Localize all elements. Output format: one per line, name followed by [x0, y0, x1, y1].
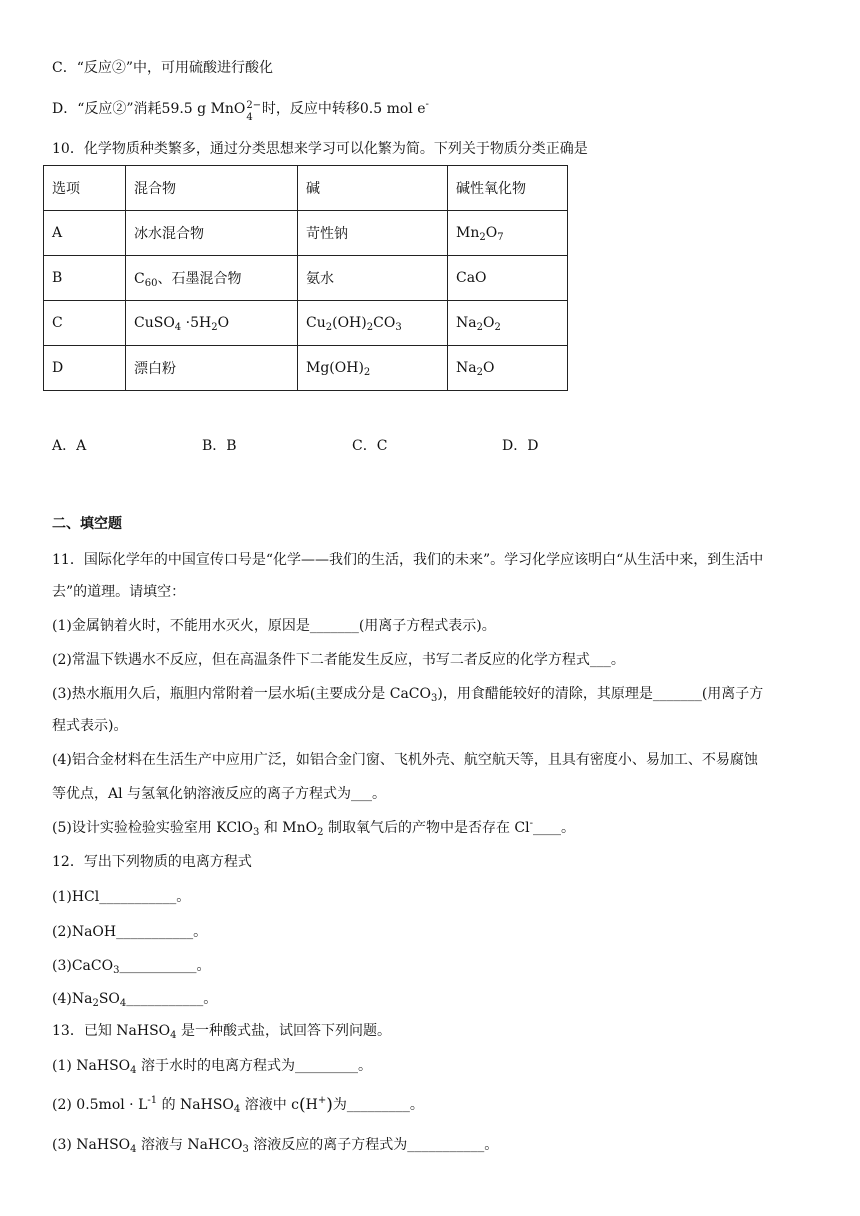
q9-option-d	[52, 99, 429, 123]
q11-stem-line2: 去”的道理。请填空：	[52, 584, 186, 600]
option-cell: C	[44, 301, 126, 346]
q13-part2-text3: 溶液中 c	[240, 1097, 300, 1113]
oxide-cell	[448, 211, 568, 256]
q11-part5-text4: ____。	[533, 820, 575, 836]
q13-part3-text3: 溶液反应的离子方程式为___________。	[248, 1137, 499, 1153]
classification-table	[43, 165, 568, 391]
q11-part4: (4)铝合金材料在生活生产中应用广泛，如铝合金门窗、飞机外壳、航空航天等，且具有密度小、易加工、不易腐蚀	[52, 752, 758, 768]
formula-sub: 3	[253, 827, 260, 838]
mno4-sup: 2−	[246, 100, 262, 111]
q9-option-d-text: D．“反应②”消耗59.5 g MnO	[52, 101, 246, 117]
q13-part2	[52, 1095, 424, 1115]
formula-part: CO	[373, 315, 396, 331]
q11-stem-line1: 11．国际化学年的中国宣传口号是“化学——我们的生活，我们的未来”。学习化学应该明白“从生活中来，到生活中	[52, 552, 764, 568]
q13-stem-text: 13．已知 NaHSO	[52, 1023, 171, 1039]
q11-part3-text2: )，用食醋能较好的清除，其原理是_______(用离子方	[437, 686, 764, 702]
formula-part: CuSO	[134, 315, 175, 331]
option-cell: D	[44, 346, 126, 391]
table-row	[44, 346, 568, 391]
open-paren: (	[299, 1095, 306, 1115]
header-cell: 混合物	[126, 166, 298, 211]
formula-sub: 2	[363, 367, 371, 378]
q12-part3	[52, 956, 210, 976]
base-cell	[298, 301, 448, 346]
q10-stem	[52, 139, 588, 159]
formula-part: Mn	[456, 225, 480, 241]
q11-part5-text2: 和 MnO	[259, 820, 318, 836]
q11-part5-text3: 制取氧气后的产物中是否存在 Cl	[323, 820, 530, 836]
q13-stem-text2: 是一种酸式盐，试回答下列问题。	[176, 1023, 391, 1039]
option-cell: B	[44, 256, 126, 301]
q11-part4-line2: 等优点，Al 与氢氧化钠溶液反应的离子方程式为___。	[52, 786, 387, 802]
q13-part3	[52, 1135, 498, 1155]
q10-stem-text: 10．化学物质种类繁多，通过分类思想来学习可以化繁为简。下列关于物质分类正确是	[52, 141, 588, 157]
formula-part: Mg(OH)	[306, 360, 364, 376]
choice-a: A．A	[52, 438, 87, 454]
oxide-cell: CaO	[448, 256, 568, 301]
q12-part1: (1)HCl___________。	[52, 889, 191, 905]
q13-part3-text2: 溶液与 NaHCO	[136, 1137, 243, 1153]
header-cell: 碱性氧化物	[448, 166, 568, 211]
q12-part4-blank: ___________。	[126, 991, 218, 1007]
choice-c: C．C	[352, 438, 388, 454]
q13-part2-text: (2) 0.5mol · L	[52, 1097, 148, 1113]
q11-part2: (2)常温下铁遇水不反应，但在高温条件下二者能发生反应，书写二者反应的化学方程式___。	[52, 652, 625, 668]
choice-d: D．D	[502, 438, 539, 454]
q13-part1-text2: 溶于水时的电离方程式为_________。	[136, 1058, 372, 1074]
formula-sub: 4	[130, 1065, 137, 1076]
formula-sub: 2	[479, 232, 486, 243]
q12-part2: (2)NaOH___________。	[52, 924, 208, 940]
q11-part5-text: (5)设计实验检验实验室用 KClO	[52, 820, 254, 836]
base-cell: 苛性钠	[298, 211, 448, 256]
formula-sub: 4	[170, 1030, 177, 1041]
mno4-sub: 4	[246, 112, 253, 123]
formula-part: ·5H	[181, 315, 212, 331]
formula-sub: 2	[476, 367, 483, 378]
mixture-cell: 漂白粉	[126, 346, 298, 391]
formula-sup: -1	[147, 1095, 158, 1106]
table-header-row	[44, 166, 568, 211]
mno4-charge	[245, 100, 262, 123]
q13-stem	[52, 1021, 391, 1041]
table-row	[44, 256, 568, 301]
close-paren: )	[326, 1095, 333, 1115]
q13-part1	[52, 1056, 372, 1076]
formula-sub: 4	[130, 1144, 137, 1155]
q11-part1: (1)金属钠着火时，不能用水灭火，原因是_______(用离子方程式表示)。	[52, 618, 496, 634]
formula-sub: 3	[431, 693, 438, 704]
q11-part3-line2: 程式表示)。	[52, 718, 128, 734]
formula-sub: 2	[211, 322, 218, 333]
mixture-cell: 冰水混合物	[126, 211, 298, 256]
mixture-cell	[126, 256, 298, 301]
q12-part4-text2: SO	[98, 991, 120, 1007]
oxide-cell	[448, 346, 568, 391]
q12-part3-blank: ___________。	[119, 958, 211, 974]
formula-sub: 4	[233, 1104, 241, 1115]
base-cell	[298, 346, 448, 391]
q13-part1-text: (1) NaHSO	[52, 1058, 131, 1074]
q11-part3-text: (3)热水瓶用久后，瓶胆内常附着一层水垢(主要成分是 CaCO	[52, 686, 431, 702]
formula-part: 、石墨混合物	[157, 271, 242, 287]
formula-sub: 2	[476, 322, 483, 333]
q11-part3	[52, 684, 763, 704]
q13-part2-text4: 为_________。	[332, 1097, 424, 1113]
formula-part: O	[482, 315, 495, 331]
header-cell: 选项	[44, 166, 126, 211]
formula-sub: 60	[144, 278, 158, 289]
formula-sub: 4	[174, 322, 182, 333]
q9-option-c	[52, 58, 273, 78]
hydrogen-symbol: H	[305, 1097, 318, 1113]
table-row	[44, 301, 568, 346]
formula-part: O	[217, 315, 230, 331]
formula-part: O	[485, 225, 498, 241]
q13-part3-text: (3) NaHSO	[52, 1137, 131, 1153]
formula-part: C	[134, 271, 145, 287]
table-row	[44, 211, 568, 256]
formula-sub: 2	[92, 998, 99, 1009]
formula-sub: 4	[119, 998, 127, 1009]
q12-part4	[52, 989, 217, 1009]
formula-sub: 2	[325, 322, 333, 333]
section-title: 二、填空题	[52, 516, 122, 532]
formula-sub: 3	[395, 322, 402, 333]
formula-part: Na	[456, 360, 477, 376]
option-cell: A	[44, 211, 126, 256]
formula-part: Cu	[306, 315, 326, 331]
formula-part: (OH)	[332, 315, 367, 331]
formula-sub: 2	[317, 827, 324, 838]
formula-sub: 3	[242, 1144, 249, 1155]
q11-part5	[52, 818, 575, 838]
q12-part3-text: (3)CaCO	[52, 958, 114, 974]
header-cell: 碱	[298, 166, 448, 211]
base-cell: 氨水	[298, 256, 448, 301]
formula-sub: 3	[113, 965, 120, 976]
formula-sub: 2	[494, 322, 501, 333]
formula-sub: 7	[497, 232, 504, 243]
choice-b: B．B	[202, 438, 237, 454]
formula-part: Na	[456, 315, 477, 331]
formula-sub: 2	[366, 322, 374, 333]
q13-part2-text2: 的 NaHSO	[157, 1097, 234, 1113]
q9-option-d-text2: 时，反应中转移0.5 mol e	[261, 101, 426, 117]
formula-sup: +	[317, 1095, 327, 1106]
formula-sup: -	[529, 818, 533, 829]
mixture-cell	[126, 301, 298, 346]
oxide-cell	[448, 301, 568, 346]
q12-stem: 12．写出下列物质的电离方程式	[52, 854, 252, 870]
q9-option-c-text: C．“反应②”中，可用硫酸进行酸化	[52, 60, 274, 76]
q12-part4-text: (4)Na	[52, 991, 93, 1007]
electron-sup: -	[425, 99, 429, 110]
formula-part: O	[482, 360, 495, 376]
